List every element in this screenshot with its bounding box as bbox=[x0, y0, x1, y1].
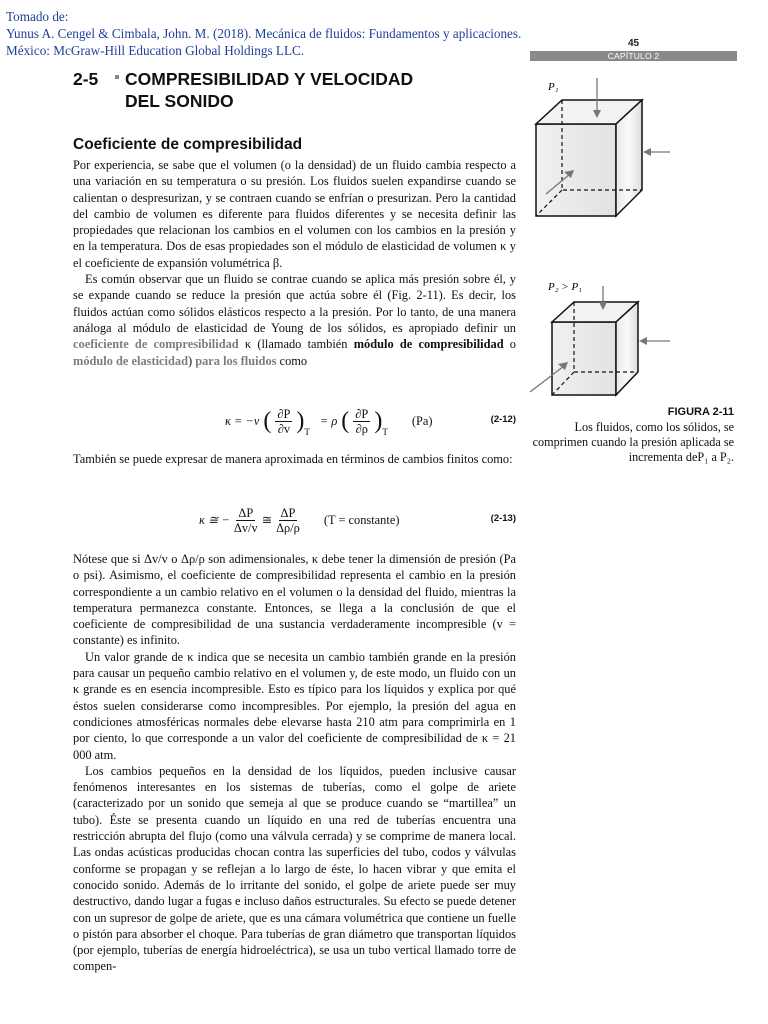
p2-mid3: ) bbox=[187, 353, 196, 368]
label-p2-gt-p1: P₂ > P₁ bbox=[548, 281, 583, 293]
term-modulo-compresibilidad: módulo de compresibilidad bbox=[353, 337, 504, 352]
eq1-unit: (Pa) bbox=[411, 413, 433, 428]
citation bbox=[6, 8, 526, 59]
paragraph-1: Por experiencia, se sabe que el volumen (o la densidad) de un fluido cambia respecto a una variación en su temperatura o su presión. Los fluidos suelen expandirse cuando se calientan o despresurizan, y se contraen cuando se enfrían o presurizan. Pero la cantidad del cambio de volumen es diferente para fluidos diferentes y se necesita definir las propiedades que relacionan los cambios en el volumen con los cambios en la presión y en la temperatura. Dos de esas propiedades son el módulo de elasticidad de volumen κ y el coeficiente de expansión volumétrica β. bbox=[73, 158, 516, 270]
body-block-3 bbox=[73, 551, 516, 975]
eq2-frac1 bbox=[234, 506, 258, 535]
p2-mid2: o bbox=[503, 337, 516, 352]
chapter-bar: CAPÍTULO 2 bbox=[530, 51, 737, 61]
p2-text: Es común observar que un fluido se contrae cuando se aplica más presión sobre él, y se expande cuando se reduce la presión que actúa sobre él (Fig. 2-11). Es decir, los fluidos actúan como sólidos elásticos respecto a la presión. Por lo tanto, de una manera análoga al módulo de elasticidad de Young de los sólidos, es apropiado definir un bbox=[73, 272, 516, 335]
eq2-num2: ΔP bbox=[280, 505, 296, 520]
term-coef-compresibilidad: coeficiente de compresibilidad bbox=[73, 337, 239, 352]
term-para-fluidos: para los fluidos bbox=[195, 353, 277, 368]
page-number: 45 bbox=[627, 38, 640, 49]
eq1-mid: = ρ bbox=[319, 413, 338, 428]
p2-end: como bbox=[276, 353, 308, 368]
cube-large bbox=[536, 78, 670, 216]
eq2-den2: Δρ/ρ bbox=[276, 520, 300, 535]
subsection-heading: Coeficiente de compresibilidad bbox=[73, 136, 303, 153]
citation-line1: Tomado de: bbox=[6, 9, 69, 24]
paragraph-3: También se puede expresar de manera aproximada en términos de cambios finitos como: bbox=[73, 452, 513, 466]
cube-small bbox=[530, 286, 670, 395]
p2-mid1: κ (llamado también bbox=[238, 337, 354, 352]
section-heading bbox=[73, 69, 414, 111]
equation-2-12: κ = −v ( $\frac{\partial P}{\partial v}$ ) $_T$ = ρ ( $\frac{\partial P}{\partial\rho}$ ) $_T$ (Pa) (2-12) bbox=[225, 406, 516, 437]
eq2-condition: (T = constante) bbox=[323, 512, 400, 527]
eq1-sub2: T bbox=[382, 427, 388, 437]
eq2-lhs: κ ≅ − bbox=[199, 513, 230, 527]
eq1-sub1: T bbox=[304, 427, 310, 437]
citation-line2: Yunus A. Cengel & Cimbala, John. M. (2018). Mecánica de fluidos: Fundamentos y aplicaciones. bbox=[6, 26, 522, 41]
label-p1: P₁ bbox=[548, 81, 559, 93]
figure-2-11 bbox=[530, 70, 740, 405]
term-modulo-elasticidad: módulo de elasticidad bbox=[73, 353, 188, 368]
paragraph-6: Los cambios pequeños en la densidad de los líquidos, pueden inclusive causar fenómenos interesantes en los sistemas de tuberías, como el golpe de ariete (caracterizado por un sonido que semeja al que se produce cuando se “martillea” un tubo). Éste se presenta cuando un líquido en una red de tuberías encuentra una restricción abrupta del flujo (como una válvula cerrada) y se comprime de manera local. Las ondas acústicas producidas chocan contra las superficies del tubo, codos y válvulas conforme se propagan y se reflejan a lo largo de éste, lo hacen vibrar y que emita el conocido sonido. Además de lo irritante del sonido, el golpe de ariete puede ser muy destructivo, dando lugar a fugas e incluso daños estructurales. Su efecto se puede detener con un supresor de golpe de ariete, que es una cámara volumétrica que contiene un fuelle o pistón para absorber el choque. Para tuberías de gran diámetro que transportan líquidos (por ejemplo, tuberías de energía hidroeléctrica), se usa un tubo vertical llamado torre de compen- bbox=[73, 763, 516, 974]
paragraph-4: Nótese que si Δv/v o Δρ/ρ son adimensionales, κ debe tener la dimensión de presión (Pa o psi). Asimismo, el coeficiente de compresibilidad representa el cambio en la presión correspondiente a un cambio relativo en el volumen o la densidad del fluido, mientras la temperatura permanezca constante. Entonces, se llega a la conclusión de que el coeficiente de compresibilidad de una sustancia verdaderamente incompresible (v = constante) es infinito. bbox=[73, 552, 516, 648]
eq1-frac2 bbox=[353, 407, 370, 436]
section-title-line1: COMPRESIBILIDAD Y VELOCIDAD bbox=[125, 69, 414, 89]
figure-title: FIGURA 2-11 bbox=[667, 406, 734, 418]
eq2-label: (2-13) bbox=[490, 513, 516, 524]
eq1-den2: ∂ρ bbox=[355, 421, 368, 436]
section-number: 2-5 bbox=[73, 69, 99, 89]
compression-cubes-illustration bbox=[530, 70, 740, 400]
figure-caption-text: Los fluidos, como los sólidos, se comprimen cuando la presión aplicada se incrementa deP₁ a P₂. bbox=[532, 420, 734, 464]
body-block-1 bbox=[73, 157, 516, 369]
eq1-den1: ∂v bbox=[277, 421, 291, 436]
paragraph-5: Un valor grande de κ indica que se necesita un cambio también grande en la presión para causar un pequeño cambio relativo en el volumen y, de este modo, un fluido con un κ grande es en esencia incompresible. Esto es típico para los líquidos y explica por qué éstos suelen considerarse como incompresibles. Por ejemplo, la presión del agua en condiciones atmosféricas normales debe elevarse hasta 210 atm para comprimirla en 1 por ciento, lo que corresponde a un valor del coeficiente de compresibilidad de κ = 21 000 atm. bbox=[73, 649, 516, 762]
eq1-frac1 bbox=[275, 407, 292, 436]
eq2-frac2 bbox=[276, 506, 300, 535]
section-title-line2: DEL SONIDO bbox=[125, 91, 234, 111]
eq2-approx: ≅ bbox=[261, 513, 273, 527]
eq1-num2: ∂P bbox=[355, 406, 369, 421]
equation-2-13 bbox=[73, 500, 516, 540]
body-block-2 bbox=[73, 451, 516, 467]
paragraph-2 bbox=[73, 271, 516, 369]
eq1-num1: ∂P bbox=[277, 406, 291, 421]
eq2-den1: Δv/v bbox=[233, 520, 258, 535]
eq1-label: (2-12) bbox=[490, 414, 516, 425]
eq1-lhs: κ = −v bbox=[225, 413, 260, 428]
heading-bullet-icon bbox=[115, 75, 119, 79]
eq2-num1: ΔP bbox=[238, 505, 254, 520]
citation-line3: México: McGraw-Hill Education Global Holdings LLC. bbox=[6, 43, 305, 58]
figure-caption bbox=[530, 405, 734, 465]
